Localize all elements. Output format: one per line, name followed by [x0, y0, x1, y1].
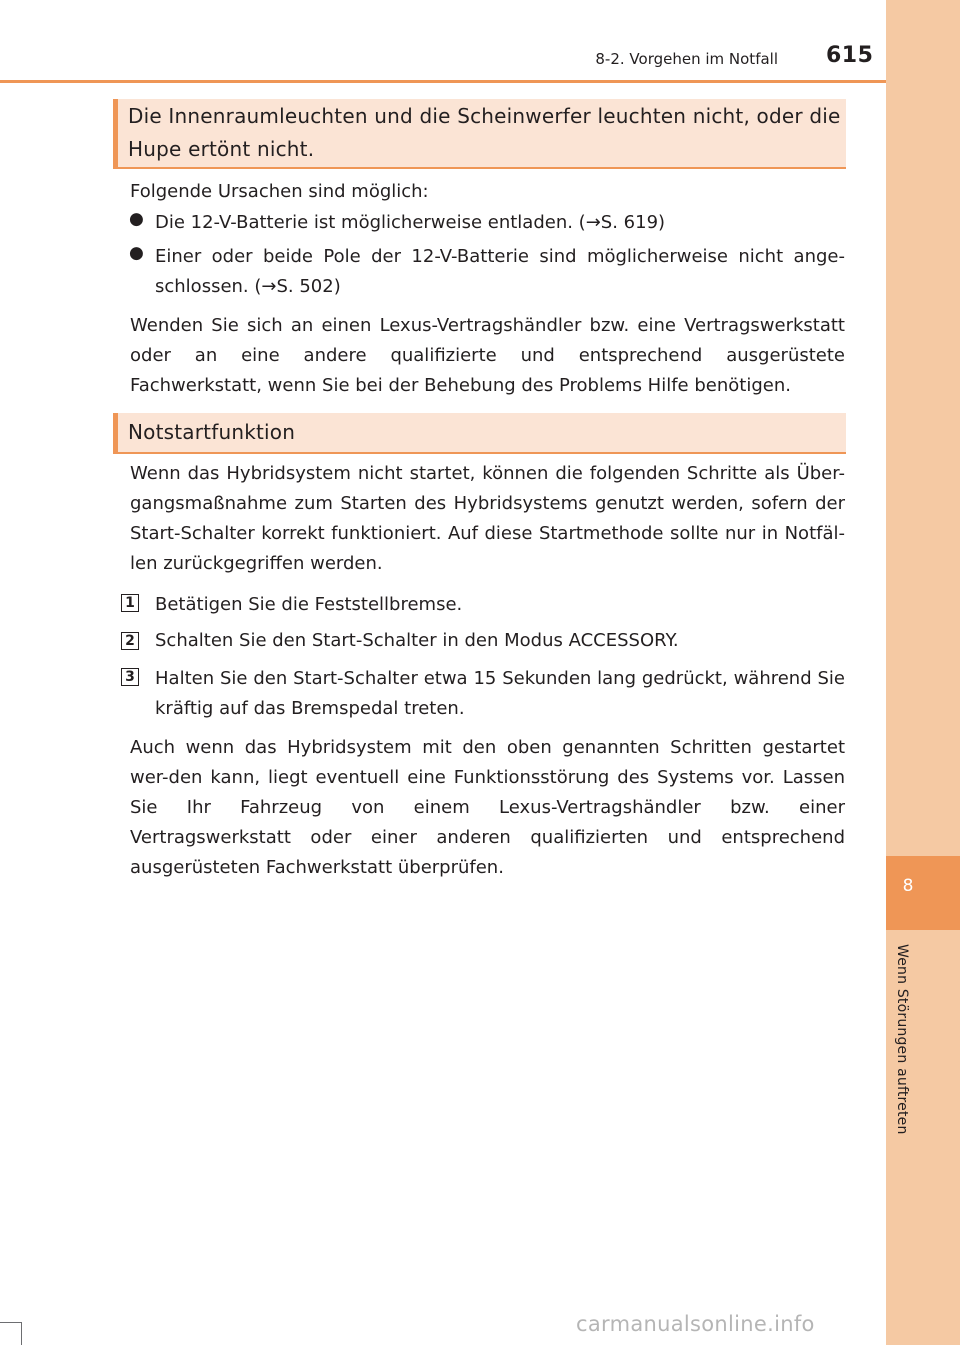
section-intro: Folgende Ursachen sind möglich: — [130, 181, 429, 202]
crop-mark — [21, 1322, 22, 1345]
crop-mark — [0, 1322, 22, 1323]
section-heading-box — [113, 99, 846, 169]
step-text: Halten Sie den Start-Schalter etwa 15 Sekunden lang gedrückt, während Sie kräftig auf das Bremspedal treten. — [155, 668, 845, 719]
chapter-title: Wenn Störungen auftreten — [894, 944, 910, 1135]
section-heading: Die Innenraumleuchten und die Scheinwerfer leuchten nicht, oder die Hupe ertönt nicht. — [128, 104, 841, 161]
section-intro: Wenn das Hybridsystem nicht startet, können die folgenden Schritte als Über-gangsmaßnahme zum Starten des Hybridsystems genutzt werden, sofern der Start-Schalter korrekt funktioniert. Auf diese Startmethode sollte nur in Notfäl-len zurückgegriffen werden. — [130, 463, 845, 574]
step-number-box: 2 — [121, 632, 139, 650]
chapter-side-strip — [886, 0, 960, 1345]
bullet-item: Die 12-V-Batterie ist möglicherweise entladen. (→S. 619) — [155, 212, 666, 233]
step-number-box: 3 — [121, 668, 139, 686]
header-rule — [0, 80, 886, 83]
bullet-icon: ● — [129, 243, 144, 263]
watermark: carmanualsonline.info — [576, 1312, 815, 1336]
step-text: Betätigen Sie die Feststellbremse. — [155, 594, 463, 615]
advice-paragraph: Wenden Sie sich an einen Lexus-Vertragshändler bzw. eine Vertragswerkstatt oder an eine andere qualifizierte und entsprechend ausgerüstete Fachwerkstatt, wenn Sie bei der Behebung des Problems Hilfe benötigen. — [130, 315, 845, 396]
section-heading: Notstartfunktion — [128, 420, 296, 444]
section-heading-box — [113, 413, 846, 454]
bullet-item: Einer oder beide Pole der 12-V-Batterie sind möglicherweise nicht ange-schlossen. (→S. 502) — [155, 246, 845, 297]
closing-paragraph: Auch wenn das Hybridsystem mit den oben genannten Schritten gestartet wer-den kann, liegt eventuell eine Funktionsstörung des Systems vor. Lassen Sie Ihr Fahrzeug von einem Lexus-Vertragshändler bzw. einer Vertragswerkstatt oder einer anderen qualifizierten und entsprechend ausgerüsteten Fachwerkstatt überprüfen. — [130, 737, 845, 878]
chapter-number: 8 — [902, 876, 914, 896]
bullet-icon: ● — [129, 209, 144, 229]
step-text: Schalten Sie den Start-Schalter in den Modus ACCESSORY. — [155, 630, 679, 651]
page-number: 615 — [826, 43, 874, 68]
step-number-box: 1 — [121, 594, 139, 612]
section-title: 8-2. Vorgehen im Notfall — [595, 50, 778, 68]
